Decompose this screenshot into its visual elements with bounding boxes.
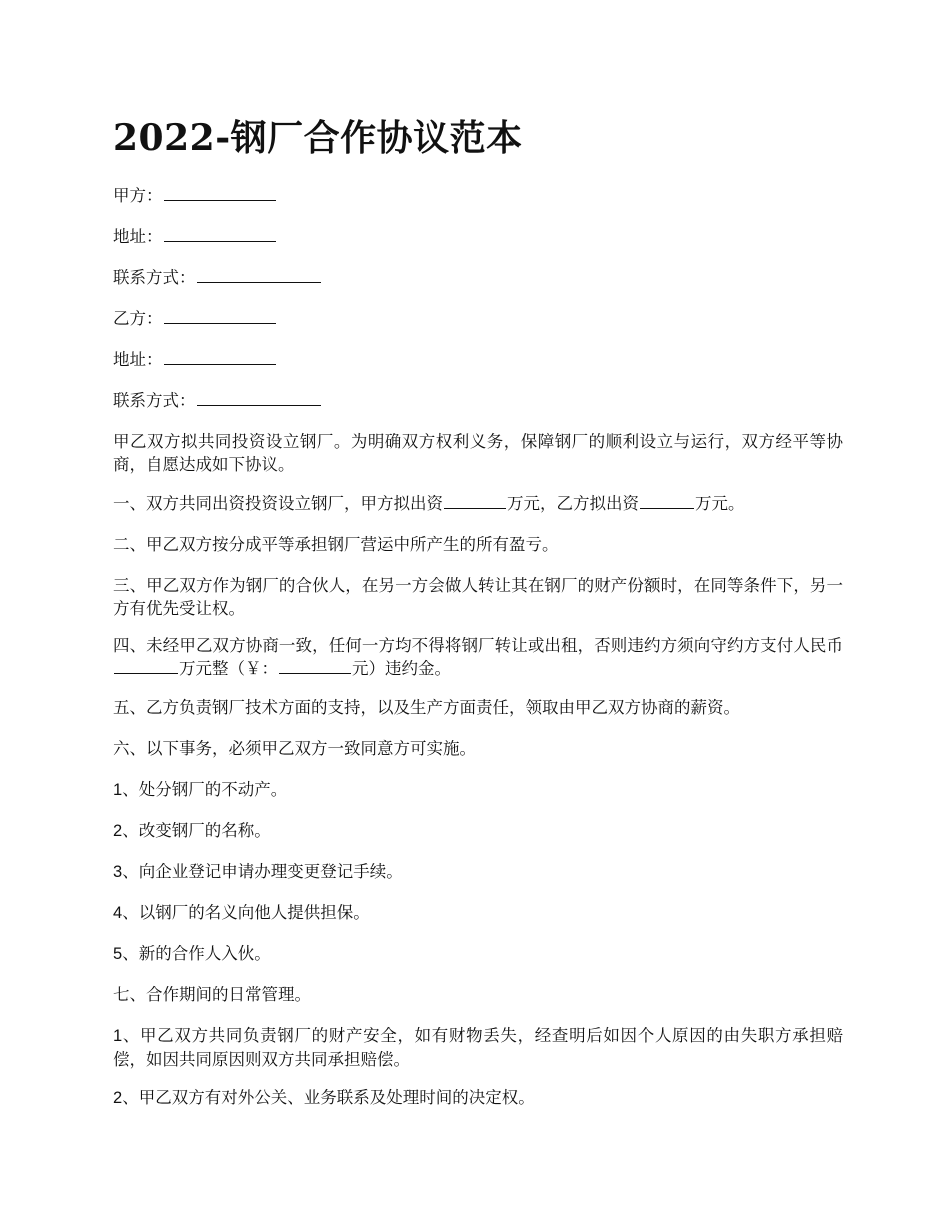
penalty-amount-figure-blank[interactable] bbox=[279, 657, 351, 674]
party-a-contact-label: 联系方式： bbox=[113, 268, 196, 287]
list-item-text: 、新的合作人入伙。 bbox=[122, 944, 271, 963]
list-item bbox=[113, 942, 843, 966]
party-a-label: 甲方： bbox=[113, 186, 163, 205]
list-item bbox=[113, 1086, 843, 1110]
party-a-blank[interactable] bbox=[164, 184, 276, 201]
clause-1-part1: 一、双方共同出资投资设立钢厂，甲方拟出资 bbox=[113, 494, 443, 513]
list-item bbox=[113, 1024, 843, 1071]
intro-paragraph: 甲乙双方拟共同投资设立钢厂。为明确双方权利义务，保障钢厂的顺利设立与运行，双方经平等协商，自愿达成如下协议。 bbox=[113, 432, 843, 474]
clause-1-part2: 万元，乙方拟出资 bbox=[507, 494, 639, 513]
party-b-investment-blank[interactable] bbox=[640, 492, 694, 509]
party-b-contact-blank[interactable] bbox=[197, 389, 321, 406]
party-b-blank[interactable] bbox=[164, 307, 276, 324]
list-item-number: 3 bbox=[113, 863, 123, 881]
clause-4-part3: 元）违约金。 bbox=[352, 659, 451, 678]
party-b-contact-line bbox=[113, 389, 843, 412]
list-item-text: 、改变钢厂的名称。 bbox=[122, 821, 271, 840]
clause-3: 三、甲乙双方作为钢厂的合伙人，在另一方会做人转让其在钢厂的财产份额时，在同等条件下，另一方有优先受让权。 bbox=[113, 576, 843, 618]
list-item-number: 4 bbox=[113, 904, 123, 922]
clause-1 bbox=[113, 492, 843, 515]
list-item-number: 1 bbox=[113, 1027, 123, 1045]
document-title: 2022-钢厂合作协议范本 bbox=[113, 117, 523, 159]
list-item-text: 、向企业登记申请办理变更登记手续。 bbox=[122, 862, 403, 881]
party-b-contact-label: 联系方式： bbox=[113, 391, 196, 410]
party-b-line bbox=[113, 307, 843, 330]
list-item-number: 2 bbox=[113, 822, 123, 840]
clause-1-part3: 万元。 bbox=[695, 494, 745, 513]
list-item-text: 、处分钢厂的不动产。 bbox=[122, 780, 288, 799]
penalty-amount-blank[interactable] bbox=[114, 657, 178, 674]
clause-4-part2: 万元整（￥： bbox=[179, 659, 278, 678]
list-item-number: 1 bbox=[113, 781, 123, 799]
clause-6: 六、以下事务，必须甲乙双方一致同意方可实施。 bbox=[113, 739, 476, 758]
party-b-label: 乙方： bbox=[113, 309, 163, 328]
list-item-text: 、甲乙双方有对外公关、业务联系及处理时间的决定权。 bbox=[122, 1088, 535, 1107]
party-a-address-line bbox=[113, 225, 843, 248]
party-b-address-label: 地址： bbox=[113, 350, 163, 369]
party-a-contact-blank[interactable] bbox=[197, 266, 321, 283]
party-a-address-blank[interactable] bbox=[164, 225, 276, 242]
list-item bbox=[113, 778, 843, 802]
party-a-investment-blank[interactable] bbox=[444, 492, 506, 509]
list-item bbox=[113, 860, 843, 884]
list-item-number: 5 bbox=[113, 945, 123, 963]
party-b-address-blank[interactable] bbox=[164, 348, 276, 365]
clause-2: 二、甲乙双方按分成平等承担钢厂营运中所产生的所有盈亏。 bbox=[113, 535, 559, 554]
list-item bbox=[113, 819, 843, 843]
clause-4 bbox=[113, 634, 843, 680]
party-a-line bbox=[113, 184, 843, 207]
list-item-text: 、以钢厂的名义向他人提供担保。 bbox=[122, 903, 370, 922]
list-item-number: 2 bbox=[113, 1089, 123, 1107]
party-b-address-line bbox=[113, 348, 843, 371]
clause-5: 五、乙方负责钢厂技术方面的支持，以及生产方面责任，领取由甲乙双方协商的薪资。 bbox=[113, 698, 740, 717]
clause-4-part1: 四、未经甲乙双方协商一致，任何一方均不得将钢厂转让或出租，否则违约方须向守约方支付人民币 bbox=[113, 636, 843, 655]
list-item-text: 、甲乙双方共同负责钢厂的财产安全，如有财物丢失，经查明后如因个人原因的由失职方承担赔偿，如因共同原因则双方共同承担赔偿。 bbox=[113, 1026, 843, 1069]
party-a-address-label: 地址： bbox=[113, 227, 163, 246]
clause-7: 七、合作期间的日常管理。 bbox=[113, 985, 311, 1004]
party-a-contact-line bbox=[113, 266, 843, 289]
list-item bbox=[113, 901, 843, 925]
